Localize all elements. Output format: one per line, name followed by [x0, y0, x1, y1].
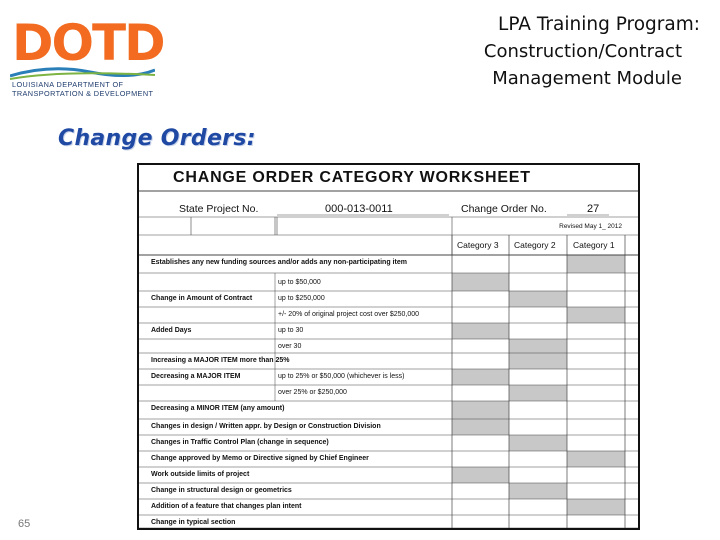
dotd-logo: [10, 14, 164, 98]
row-label: Change in Amount of Contract: [151, 295, 253, 302]
row-label: Establishes any new funding sources and/or adds any non-participating item: [151, 259, 407, 266]
row-label: Decreasing a MAJOR ITEM: [151, 373, 241, 380]
shaded-cell: [567, 255, 625, 273]
logo-swoosh-icon: [10, 66, 155, 80]
shaded-cell: [509, 435, 567, 451]
revised-date: Revised May 1_ 2012: [559, 223, 622, 230]
row-sublabel: up to 30: [278, 327, 304, 334]
row-sublabel: over 30: [278, 343, 302, 350]
row-sublabel: over 25% or $250,000: [278, 389, 347, 396]
shaded-cell: [509, 291, 567, 307]
row-label: Addition of a feature that changes plan intent: [151, 503, 302, 510]
shaded-cell: [567, 451, 625, 467]
row-sublabel: up to 25% or $50,000 (whichever is less): [278, 373, 405, 380]
header-title-block: [400, 12, 700, 92]
shaded-cell: [452, 419, 509, 435]
row-label: Changes in Traffic Control Plan (change in sequence): [151, 439, 329, 446]
shaded-cell: [452, 323, 509, 339]
shaded-cell: [509, 483, 567, 499]
module-subtitle-2: Management Module: [492, 68, 682, 89]
row-label: Change approved by Memo or Directive signed by Chief Engineer: [151, 455, 369, 462]
row-label: Changes in design / Written appr. by Design or Construction Division: [151, 423, 381, 430]
project-value: 000-013-0011: [325, 203, 393, 215]
logo-subtitle-1: LOUISIANA DEPARTMENT OF: [12, 80, 124, 89]
page-number: 65: [18, 518, 31, 530]
row-label: Added Days: [151, 327, 192, 334]
logo-wordmark: DOTD: [12, 14, 164, 72]
change-order-label: Change Order No.: [461, 203, 547, 215]
change-order-value: 27: [587, 203, 600, 215]
section-title: Change Orders:: [58, 126, 256, 151]
category-3-header: Category 3: [457, 240, 499, 250]
logo-subtitle-2: TRANSPORTATION & DEVELOPMENT: [12, 89, 154, 98]
module-subtitle-1: Construction/Contract: [483, 41, 682, 62]
shaded-cell: [567, 307, 625, 323]
row-label: Work outside limits of project: [151, 471, 250, 478]
row-label: Decreasing a MINOR ITEM (any amount): [151, 405, 285, 412]
shaded-cell: [452, 369, 509, 385]
row-label: Change in structural design or geometrics: [151, 487, 292, 494]
row-sublabel: up to $250,000: [278, 295, 325, 302]
shaded-cell: [509, 339, 567, 353]
project-label: State Project No.: [179, 203, 259, 215]
category-1-header: Category 1: [573, 240, 615, 250]
category-2-header: Category 2: [514, 240, 556, 250]
shaded-cell: [452, 467, 509, 483]
row-label: Change in typical section: [151, 519, 236, 526]
program-title: LPA Training Program:: [498, 14, 700, 35]
shaded-cell: [509, 353, 567, 369]
row-sublabel: up to $50,000: [278, 279, 321, 286]
row-label: Increasing a MAJOR ITEM more than 25%: [151, 357, 290, 364]
shaded-cell: [452, 401, 509, 419]
row-sublabel: +/- 20% of original project cost over $250,000: [278, 311, 420, 318]
shaded-cell: [509, 385, 567, 401]
category-worksheet: [137, 163, 640, 530]
shaded-cell: [452, 273, 509, 291]
shaded-cell: [567, 499, 625, 515]
worksheet-title: CHANGE ORDER CATEGORY WORKSHEET: [173, 169, 531, 186]
